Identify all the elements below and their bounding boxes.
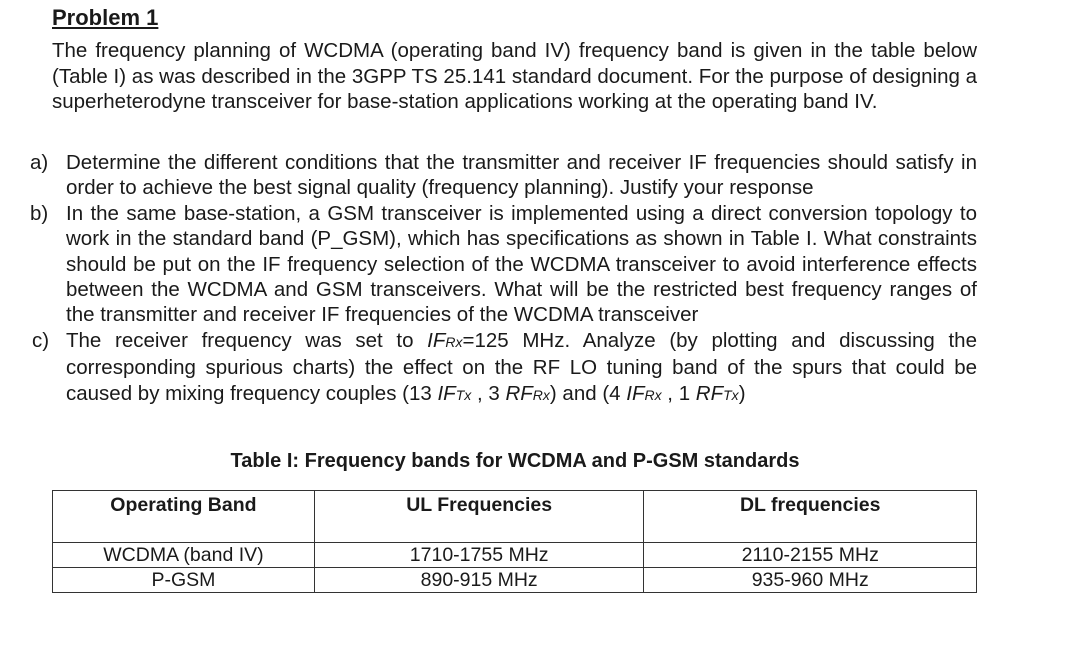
question-c-text-1: The receiver frequency was set to xyxy=(66,328,428,352)
if-rx-label: IF xyxy=(427,328,446,352)
question-list xyxy=(30,150,977,408)
table-caption: Table I: Frequency bands for WCDMA and P-GSM standards xyxy=(230,450,800,472)
table-row xyxy=(53,568,977,593)
question-c-marker: c) xyxy=(32,328,50,352)
question-c-text-2: =125 MHz. Analyze (by plotting and discussing the corresponding spurious charts) the effect on the RF LO tuning band of the spurs that could be caused by mixing frequency couples (13 xyxy=(66,328,977,405)
rf-rx-label: RF xyxy=(505,381,533,405)
question-b-text: In the same base-station, a GSM transceiver is implemented using a direct conversion topology to work in the standard band (P_GSM), which has specifications as shown in Table I. What constraints should be put on the IF frequency selection of the WCDMA transceiver to avoid interference effects between the WCDMA and GSM transceivers. What will be the restricted best frequency ranges of the transmitter and receiver IF frequencies of the WCDMA transceiver xyxy=(66,201,977,327)
tx-subscript: Tx xyxy=(455,386,472,403)
problem-title: Problem 1 xyxy=(52,5,159,30)
question-c-text-5: , 1 xyxy=(661,381,696,405)
question-a xyxy=(30,150,977,201)
question-a-marker: a) xyxy=(30,151,49,174)
header-dl-frequencies: DL frequencies xyxy=(644,491,977,543)
rx-subscript: Rx xyxy=(445,333,463,350)
if-tx-label: IF xyxy=(437,381,456,405)
question-c-text-3: , 3 xyxy=(471,381,506,405)
frequency-bands-table xyxy=(52,490,977,593)
question-c xyxy=(30,328,977,408)
question-c-text-6: ) xyxy=(738,381,746,405)
question-b xyxy=(30,201,977,328)
cell-dl: 935-960 MHz xyxy=(644,568,977,593)
question-c-text-4: ) and (4 xyxy=(549,381,627,405)
table-row xyxy=(53,543,977,568)
cell-ul: 890-915 MHz xyxy=(314,568,644,593)
header-operating-band: Operating Band xyxy=(53,491,315,543)
rf-rx-subscript: Rx xyxy=(532,386,550,403)
cell-band: P-GSM xyxy=(53,568,315,593)
cell-ul: 1710-1755 MHz xyxy=(314,543,644,568)
question-b-marker: b) xyxy=(30,201,49,225)
header-ul-frequencies: UL Frequencies xyxy=(314,491,644,543)
if-rx-label-2: IF xyxy=(626,381,645,405)
rx-subscript-2: Rx xyxy=(644,386,662,403)
table-header-row xyxy=(53,491,977,543)
cell-dl: 2110-2155 MHz xyxy=(644,543,977,568)
question-a-text: Determine the different conditions that the transmitter and receiver IF frequencies should satisfy in order to achieve the best signal quality (frequency planning). Justify your response xyxy=(66,151,977,200)
problem-intro: The frequency planning of WCDMA (operating band IV) frequency band is given in the table below (Table I) as was described in the 3GPP TS 25.141 standard document. For the purpose of designing a superheterodyne transceiver for base-station applications working at the operating band IV. xyxy=(52,39,977,114)
rf-tx-subscript: Tx xyxy=(723,386,739,403)
cell-band: WCDMA (band IV) xyxy=(53,543,315,568)
rf-tx-label: RF xyxy=(695,381,724,405)
